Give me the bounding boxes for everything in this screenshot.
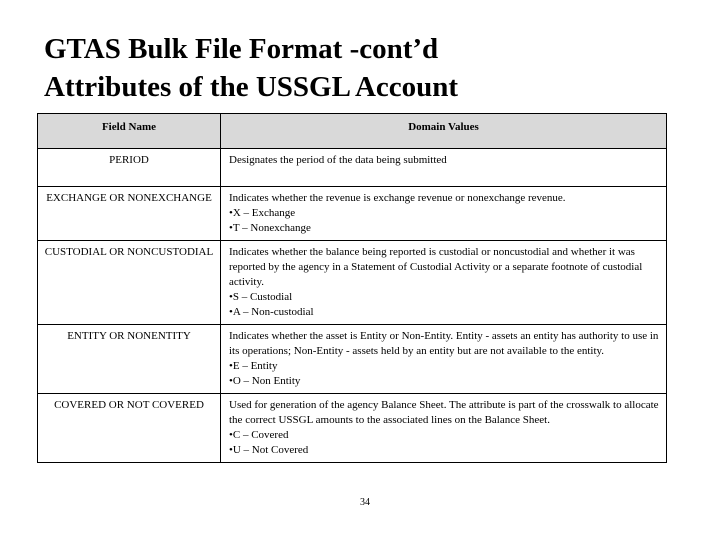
table-row <box>38 149 667 187</box>
table-header-row <box>38 114 667 149</box>
title-line-1: GTAS Bulk File Format -cont’d <box>44 33 439 65</box>
slide-title <box>44 30 694 106</box>
domain-bullet: •S – Custodial <box>229 291 293 303</box>
domain-values-cell <box>221 187 667 241</box>
header-field-name: Field Name <box>38 114 221 149</box>
field-name-cell: PERIOD <box>38 149 221 187</box>
domain-bullet: •C – Covered <box>229 429 289 441</box>
domain-description: Indicates whether the balance being reported is custodial or noncustodial and whether it was reported by the agency in a Statement of Custodial Activity or a separate footnote of custodial activity. <box>229 246 643 288</box>
field-name-cell: EXCHANGE OR NONEXCHANGE <box>38 187 221 241</box>
table-row <box>38 394 667 463</box>
domain-description: Designates the period of the data being submitted <box>229 154 447 166</box>
field-name-cell: COVERED OR NOT COVERED <box>38 394 221 463</box>
field-name-cell: CUSTODIAL OR NONCUSTODIAL <box>38 241 221 325</box>
domain-description: Used for generation of the agency Balance Sheet. The attribute is part of the crosswalk to allocate the correct USSGL amounts to the associated lines on the Balance Sheet. <box>229 399 659 426</box>
domain-bullet: •O – Non Entity <box>229 375 301 387</box>
domain-values-cell <box>221 394 667 463</box>
domain-values-cell <box>221 149 667 187</box>
domain-bullet: •A – Non-custodial <box>229 306 314 318</box>
field-name-cell: ENTITY OR NONENTITY <box>38 325 221 394</box>
domain-bullet: •U – Not Covered <box>229 444 309 456</box>
header-domain-values: Domain Values <box>221 114 667 149</box>
domain-description: Indicates whether the asset is Entity or Non-Entity. Entity - assets an entity has authority to use in its operations; Non-Entity - assets held by an entity but are not available to the entity. <box>229 330 659 357</box>
domain-values-cell <box>221 325 667 394</box>
domain-bullet: •X – Exchange <box>229 207 296 219</box>
domain-values-cell <box>221 241 667 325</box>
table-row <box>38 325 667 394</box>
page-number: 34 <box>360 497 370 508</box>
title-line-2: Attributes of the USSGL Account <box>44 71 459 103</box>
table-row <box>38 241 667 325</box>
domain-bullet: •E – Entity <box>229 360 278 372</box>
domain-bullet: •T – Nonexchange <box>229 222 311 234</box>
table-row <box>38 187 667 241</box>
domain-description: Indicates whether the revenue is exchange revenue or nonexchange revenue. <box>229 192 566 204</box>
attributes-table <box>37 113 667 463</box>
